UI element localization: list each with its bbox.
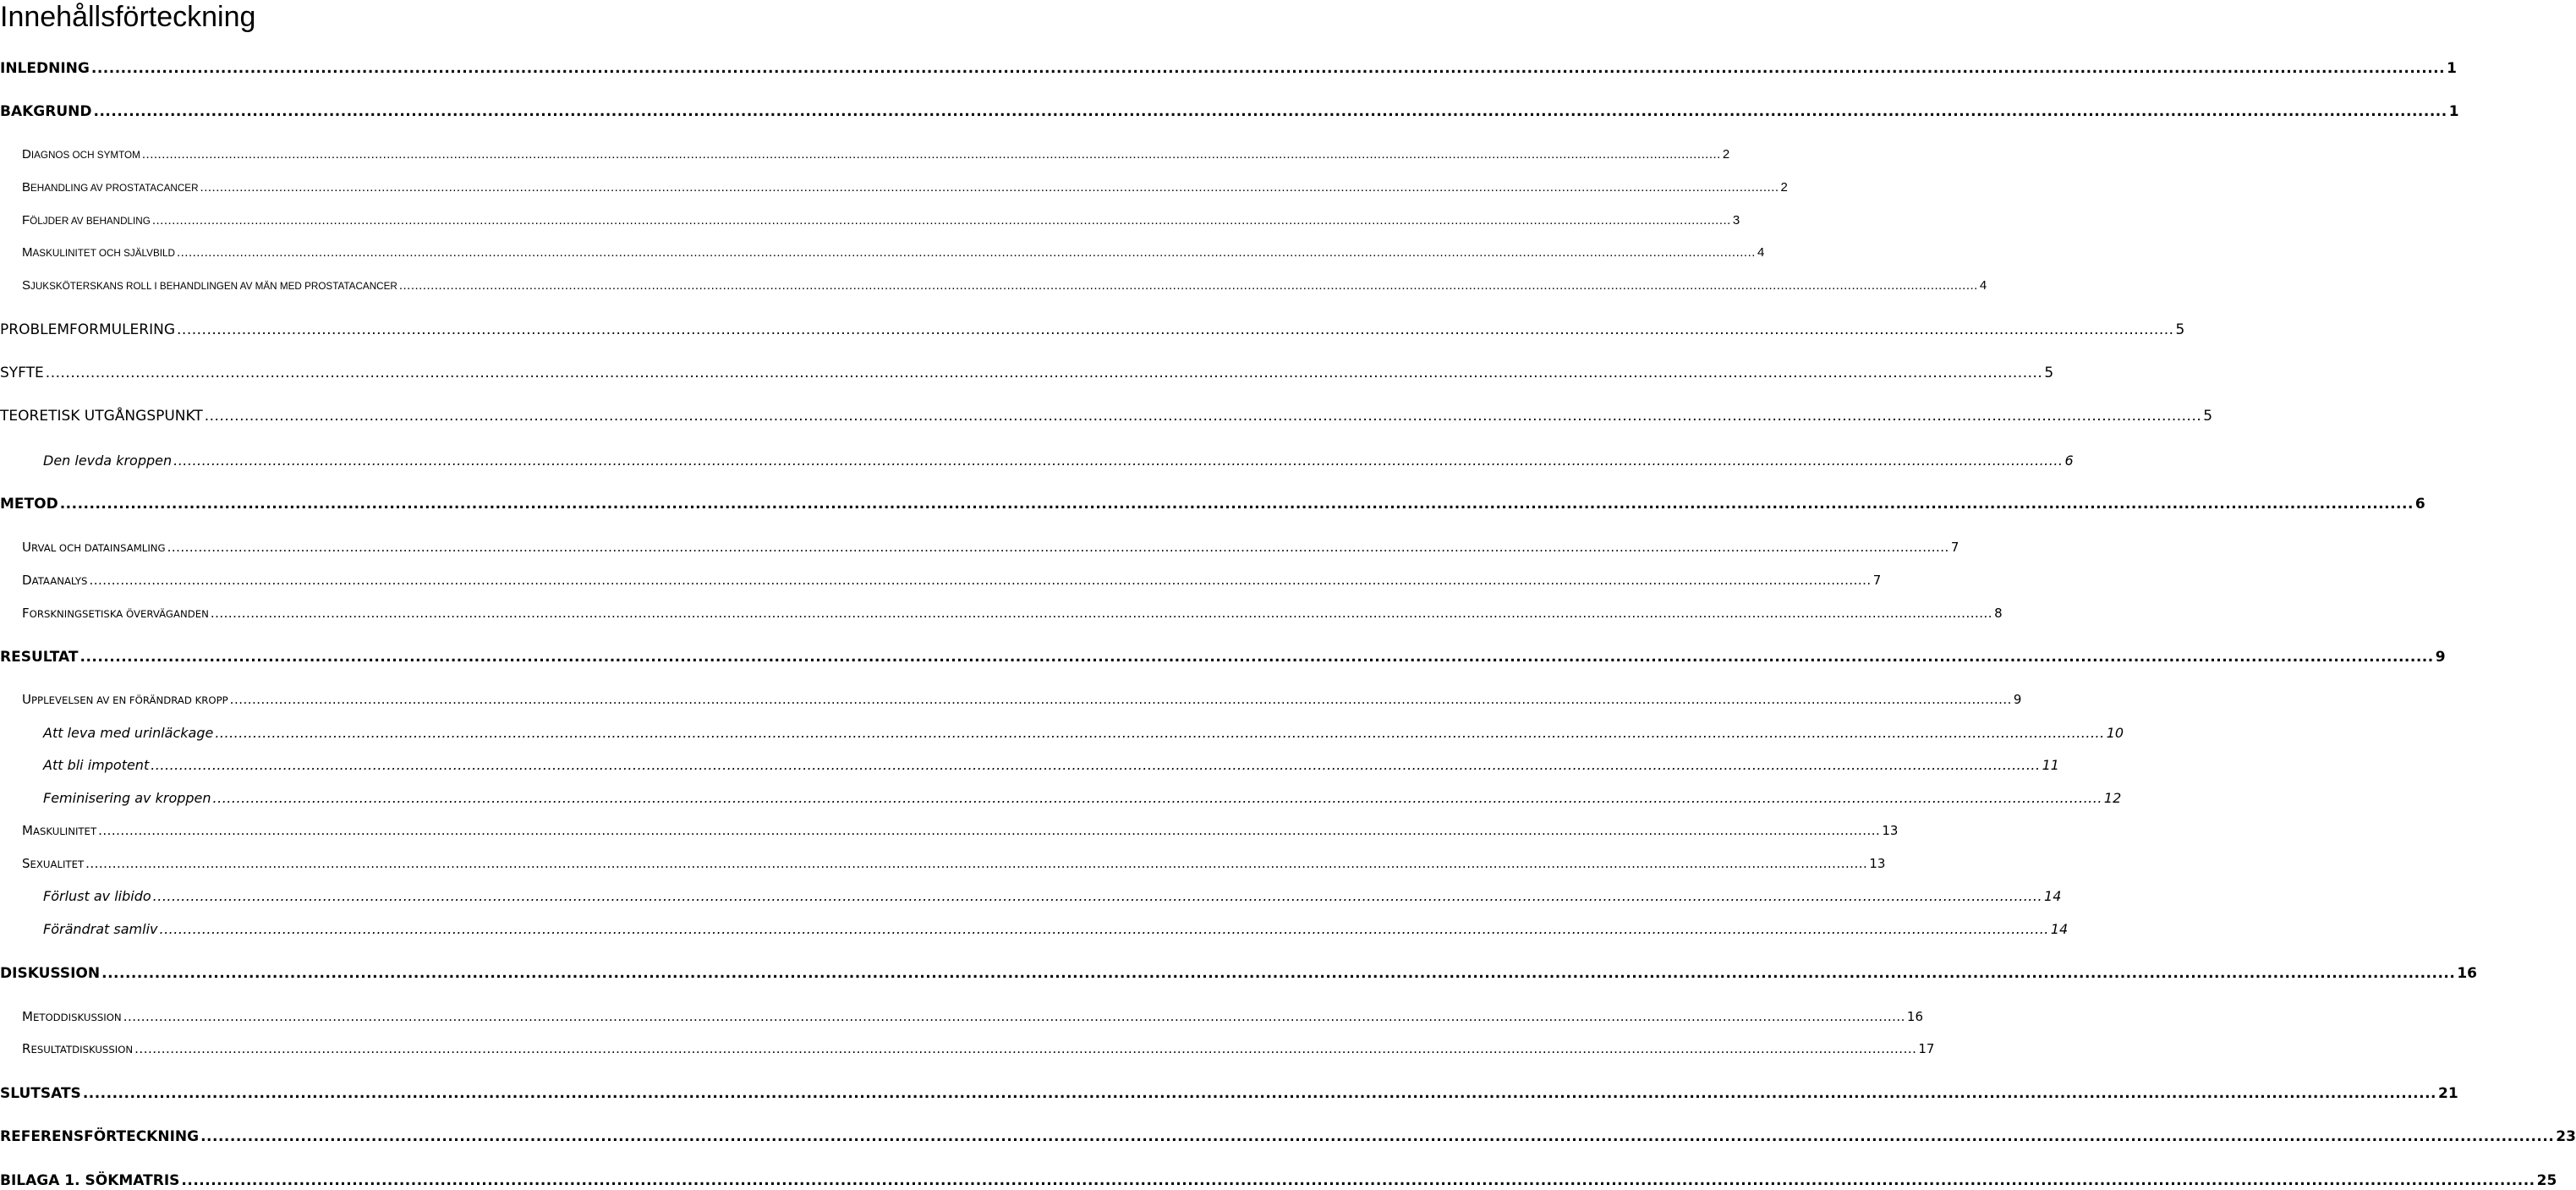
toc-page-number: 14	[2050, 921, 2069, 937]
toc-entry-label: PROBLEMFORMULERING	[0, 321, 176, 338]
toc-page-number: 9	[2013, 692, 2022, 707]
toc-entry[interactable]	[0, 725, 2124, 741]
toc-leader-dots: ................................................................................................................................................................................................................................................................................................................................................................................................................	[167, 540, 1949, 555]
toc-entry[interactable]	[0, 888, 2062, 904]
toc-entry-label: FORSKNINGSETISKA ÖVERVÄGANDEN	[22, 606, 209, 621]
toc-entry[interactable]	[0, 1041, 1935, 1056]
toc-page-number: 8	[1994, 606, 2003, 621]
toc-entry-label: FÖLJDER AV BEHANDLING	[22, 213, 151, 228]
toc-leader-dots: ................................................................................................................................................................................................................................................................................................................................................................................................................	[123, 1009, 1905, 1024]
toc-entry-label: METODDISKUSSION	[22, 1009, 122, 1024]
toc-entry[interactable]	[0, 790, 2122, 806]
toc-page-number: 16	[1906, 1009, 1924, 1024]
toc-entry-label: SYFTE	[0, 365, 44, 381]
toc-page-number: 6	[2064, 452, 2074, 469]
toc-entry[interactable]	[0, 60, 2457, 77]
toc-leader-dots: ................................................................................................................................................................................................................................................................................................................................................................................................................	[151, 757, 2041, 773]
toc-page-number: 25	[2536, 1172, 2557, 1189]
toc-entry-label: BILAGA 1. SÖKMATRIS	[0, 1172, 180, 1189]
toc-leader-dots: ................................................................................................................................................................................................................................................................................................................................................................................................................	[212, 790, 2102, 806]
toc-entry[interactable]	[0, 1128, 2576, 1145]
toc-leader-dots: ................................................................................................................................................................................................................................................................................................................................................................................................................	[177, 321, 2174, 338]
toc-entry[interactable]	[0, 103, 2459, 120]
toc-entry-label: BEHANDLING AV PROSTATACANCER	[22, 180, 199, 195]
toc-page-number: 16	[2457, 965, 2477, 982]
toc-entry[interactable]	[0, 856, 1886, 871]
toc-leader-dots: ................................................................................................................................................................................................................................................................................................................................................................................................................	[229, 692, 2012, 707]
toc-entry-label: Att leva med urinläckage	[43, 725, 214, 741]
toc-entry[interactable]	[0, 823, 1899, 838]
toc-page-number: 5	[2175, 321, 2185, 338]
toc-page-number: 2	[1780, 180, 1788, 195]
toc-entry-label: Feminisering av kroppen	[43, 790, 211, 806]
toc-entry-label: INLEDNING	[0, 60, 90, 77]
toc-entry-label: RESULTAT	[0, 649, 79, 666]
toc-entry-label: SLUTSATS	[0, 1085, 81, 1102]
toc-entry-label: MASKULINITET	[22, 823, 97, 838]
toc-page-number: 5	[2203, 408, 2213, 425]
toc-entry[interactable]	[0, 452, 2074, 469]
toc-leader-dots: ................................................................................................................................................................................................................................................................................................................................................................................................................	[98, 823, 1881, 838]
toc-entry-label: TEORETISK UTGÅNGSPUNKT	[0, 408, 203, 425]
toc-entry-label: URVAL OCH DATAINSAMLING	[22, 540, 166, 555]
toc-page-number: 17	[1918, 1041, 1935, 1056]
toc-entry[interactable]	[0, 1085, 2458, 1102]
toc-leader-dots: ................................................................................................................................................................................................................................................................................................................................................................................................................	[79, 649, 2434, 666]
toc-entry-label: DISKUSSION	[0, 965, 101, 982]
toc-page-number: 12	[2103, 790, 2122, 806]
toc-entry-label: Förlust av libido	[43, 888, 151, 904]
toc-entry-label: UPPLEVELSEN AV EN FÖRÄNDRAD KROPP	[22, 692, 228, 707]
toc-leader-dots: ................................................................................................................................................................................................................................................................................................................................................................................................................	[398, 278, 1978, 293]
toc-leader-dots: ................................................................................................................................................................................................................................................................................................................................................................................................................	[200, 180, 1779, 195]
toc-leader-dots: ................................................................................................................................................................................................................................................................................................................................................................................................................	[151, 213, 1731, 228]
toc-page-number: 23	[2556, 1128, 2576, 1145]
toc-entry[interactable]	[0, 147, 1730, 162]
toc-entry-label: BAKGRUND	[0, 103, 92, 120]
toc-leader-dots: ................................................................................................................................................................................................................................................................................................................................................................................................................	[90, 60, 2446, 77]
toc-page-number: 11	[2042, 757, 2059, 773]
toc-entry-label: RESULTATDISKUSSION	[22, 1041, 134, 1056]
toc-page-number: 6	[2414, 496, 2425, 513]
toc-entry[interactable]	[0, 365, 2054, 381]
toc-entry[interactable]	[0, 408, 2213, 425]
toc-page-number: 2	[1722, 147, 1730, 162]
toc-entry[interactable]	[0, 245, 1765, 260]
toc-page-number: 1	[2447, 60, 2457, 77]
toc-leader-dots: ................................................................................................................................................................................................................................................................................................................................................................................................................	[210, 606, 1993, 621]
toc-page-number: 3	[1732, 213, 1740, 228]
toc-entry[interactable]	[0, 213, 1740, 228]
toc-page-number: 9	[2435, 649, 2446, 666]
toc-page-number: 1	[2448, 103, 2459, 120]
toc-entry-label: Den levda kroppen	[43, 452, 173, 469]
toc-entry[interactable]	[0, 573, 1882, 588]
toc-leader-dots: ................................................................................................................................................................................................................................................................................................................................................................................................................	[181, 1172, 2535, 1189]
toc-page-number: 10	[2106, 725, 2124, 741]
toc-leader-dots: ................................................................................................................................................................................................................................................................................................................................................................................................................	[59, 496, 2414, 513]
toc-entry-label: SJUKSKÖTERSKANS ROLL I BEHANDLINGEN AV MÄN MED PROSTATACANCER	[22, 278, 397, 293]
toc-leader-dots: ................................................................................................................................................................................................................................................................................................................................................................................................................	[85, 856, 1868, 871]
toc-entry[interactable]	[0, 1009, 1924, 1024]
toc-entry[interactable]	[0, 649, 2446, 666]
toc-entry-label: REFERENSFÖRTECKNING	[0, 1128, 200, 1145]
toc-entry[interactable]	[0, 321, 2185, 338]
toc-entry-label: MASKULINITET OCH SJÄLVBILD	[22, 245, 175, 260]
toc-entry-label: DATAANALYS	[22, 573, 88, 588]
toc-leader-dots: ................................................................................................................................................................................................................................................................................................................................................................................................................	[141, 147, 1721, 162]
toc-page-number: 14	[2044, 888, 2062, 904]
toc-leader-dots: ................................................................................................................................................................................................................................................................................................................................................................................................................	[134, 1041, 1917, 1056]
toc-entry-label: METOD	[0, 496, 58, 513]
toc-leader-dots: ................................................................................................................................................................................................................................................................................................................................................................................................................	[82, 1085, 2437, 1102]
toc-entry-label: Att bli impotent	[43, 757, 150, 773]
toc-leader-dots: ................................................................................................................................................................................................................................................................................................................................................................................................................	[215, 725, 2105, 741]
toc-entry[interactable]	[0, 757, 2059, 773]
toc-entry-label: SEXUALITET	[22, 856, 85, 871]
toc-page-number: 4	[1757, 245, 1765, 260]
toc-leader-dots: ................................................................................................................................................................................................................................................................................................................................................................................................................	[159, 921, 2049, 937]
toc-entry-label: Förändrat samliv	[43, 921, 158, 937]
toc-leader-dots: ................................................................................................................................................................................................................................................................................................................................................................................................................	[200, 1128, 2555, 1145]
toc-leader-dots: ................................................................................................................................................................................................................................................................................................................................................................................................................	[173, 452, 2064, 469]
toc-leader-dots: ................................................................................................................................................................................................................................................................................................................................................................................................................	[176, 245, 1756, 260]
toc-entry[interactable]	[0, 692, 2022, 707]
page-title: Innehållsförteckning	[0, 1, 256, 33]
toc-page-number: 7	[1872, 573, 1882, 588]
toc-leader-dots: ................................................................................................................................................................................................................................................................................................................................................................................................................	[93, 103, 2447, 120]
toc-page-number: 7	[1950, 540, 1959, 555]
toc-entry[interactable]	[0, 496, 2425, 513]
toc-entry[interactable]	[0, 921, 2069, 937]
toc-entry[interactable]	[0, 1172, 2557, 1189]
toc-entry[interactable]	[0, 278, 1987, 293]
toc-leader-dots: ................................................................................................................................................................................................................................................................................................................................................................................................................	[89, 573, 1872, 588]
toc-page-number: 4	[1979, 278, 1987, 293]
toc-entry[interactable]	[0, 606, 2003, 621]
toc-leader-dots: ................................................................................................................................................................................................................................................................................................................................................................................................................	[45, 365, 2043, 381]
toc-page-number: 13	[1882, 823, 1899, 838]
toc-entry[interactable]	[0, 965, 2477, 982]
toc-page-number: 21	[2438, 1085, 2458, 1102]
toc-entry[interactable]	[0, 540, 1959, 555]
toc-entry-label: DIAGNOS OCH SYMTOM	[22, 147, 140, 162]
toc-page-number: 13	[1869, 856, 1886, 871]
toc-leader-dots: ................................................................................................................................................................................................................................................................................................................................................................................................................	[152, 888, 2043, 904]
toc-page-number: 5	[2044, 365, 2054, 381]
toc-leader-dots: ................................................................................................................................................................................................................................................................................................................................................................................................................	[101, 965, 2456, 982]
toc-leader-dots: ................................................................................................................................................................................................................................................................................................................................................................................................................	[204, 408, 2202, 425]
toc-entry[interactable]	[0, 180, 1788, 195]
